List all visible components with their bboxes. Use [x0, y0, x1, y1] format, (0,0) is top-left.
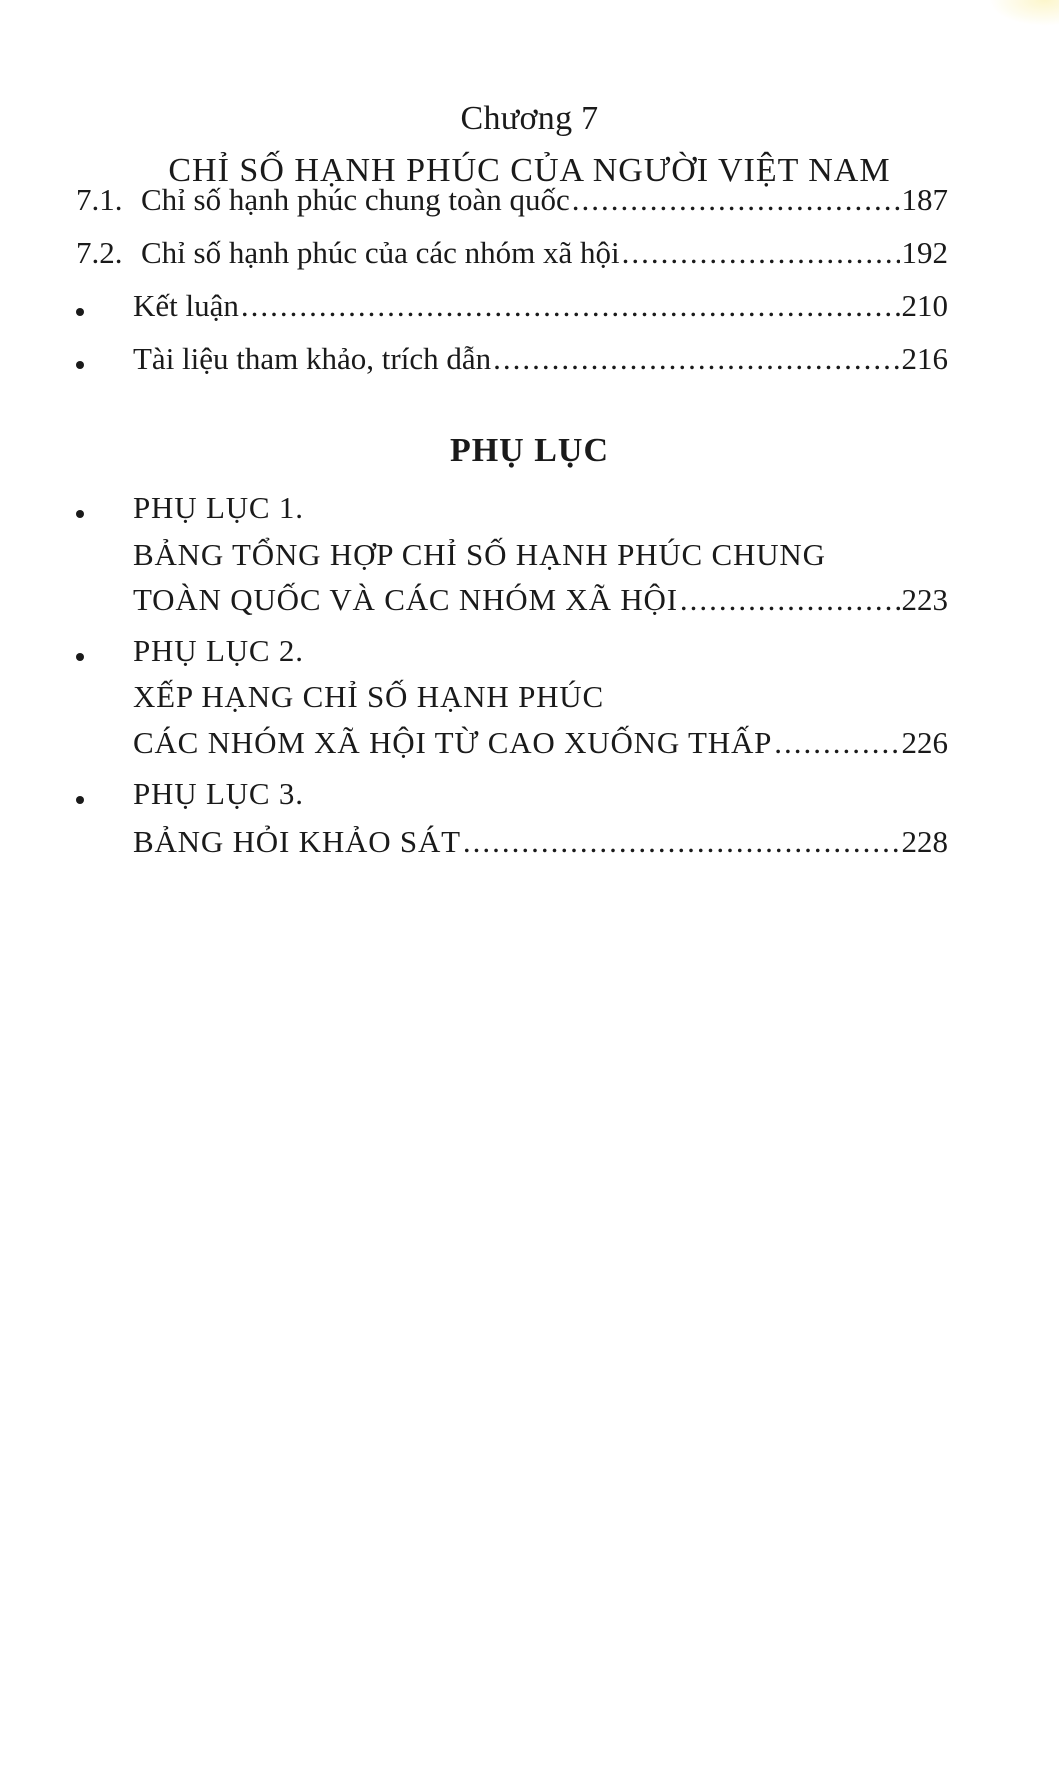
toc-entry[interactable] [0, 288, 1059, 332]
toc-entry-page: 187 [901, 182, 948, 217]
toc-entry-page: 228 [901, 824, 948, 859]
toc-entry[interactable] [0, 341, 1059, 385]
appendix-item-label [0, 776, 1059, 820]
bullet-icon [76, 308, 84, 316]
chapter-number: Chương 7 [460, 100, 599, 137]
bullet-icon [76, 796, 84, 804]
toc-entry[interactable] [0, 235, 1059, 279]
toc-entry-title: Chỉ số hạnh phúc của các nhóm xã hội [141, 235, 620, 270]
toc-entry[interactable] [0, 182, 1059, 226]
dot-leader [463, 824, 900, 860]
bullet-icon [76, 510, 84, 518]
appendix-item-label [0, 633, 1059, 677]
dot-leader [241, 288, 900, 324]
toc-entry-title: Kết luận [133, 288, 239, 323]
dot-leader [774, 725, 899, 761]
toc-entry-title: Chỉ số hạnh phúc chung toàn quốc [141, 182, 570, 217]
toc-entry-page: 223 [901, 582, 948, 617]
toc-entry-title: Tài liệu tham khảo, trích dẫn [133, 341, 492, 376]
toc-entry-page: 192 [901, 235, 948, 270]
appendix-item-label [0, 490, 1059, 534]
toc-entry-title: TOÀN QUỐC VÀ CÁC NHÓM XÃ HỘI [133, 582, 678, 617]
dot-leader [572, 182, 900, 218]
toc-entry-page: 226 [901, 725, 948, 760]
toc-entry-number: 7.2. [76, 235, 123, 270]
toc-entry[interactable] [0, 824, 1059, 868]
dot-leader [622, 235, 900, 271]
dot-leader [680, 582, 900, 618]
appendix-label: PHỤ LỤC 1. [133, 490, 304, 525]
toc-entry[interactable] [0, 582, 1059, 626]
toc-entry-title: CÁC NHÓM XÃ HỘI TỪ CAO XUỐNG THẤP [133, 725, 773, 760]
bullet-icon [76, 361, 84, 369]
toc-entry-number: 7.1. [76, 182, 123, 217]
dot-leader [493, 341, 899, 377]
appendix-title-line: XẾP HẠNG CHỈ SỐ HẠNH PHÚC [133, 679, 604, 714]
toc-entry-page: 216 [901, 341, 948, 376]
bullet-icon [76, 653, 84, 661]
page-corner-stain [989, 0, 1059, 26]
chapter-title: CHỈ SỐ HẠNH PHÚC CỦA NGƯỜI VIỆT NAM [168, 152, 891, 189]
toc-entry-page: 210 [901, 288, 948, 323]
appendix-heading: PHỤ LỤC [449, 432, 610, 469]
toc-entry[interactable] [0, 725, 1059, 769]
toc-entry-title: BẢNG HỎI KHẢO SÁT [133, 824, 461, 859]
appendix-title-line: BẢNG TỔNG HỢP CHỈ SỐ HẠNH PHÚC CHUNG [133, 537, 826, 572]
appendix-label: PHỤ LỤC 3. [133, 776, 304, 811]
appendix-label: PHỤ LỤC 2. [133, 633, 304, 668]
